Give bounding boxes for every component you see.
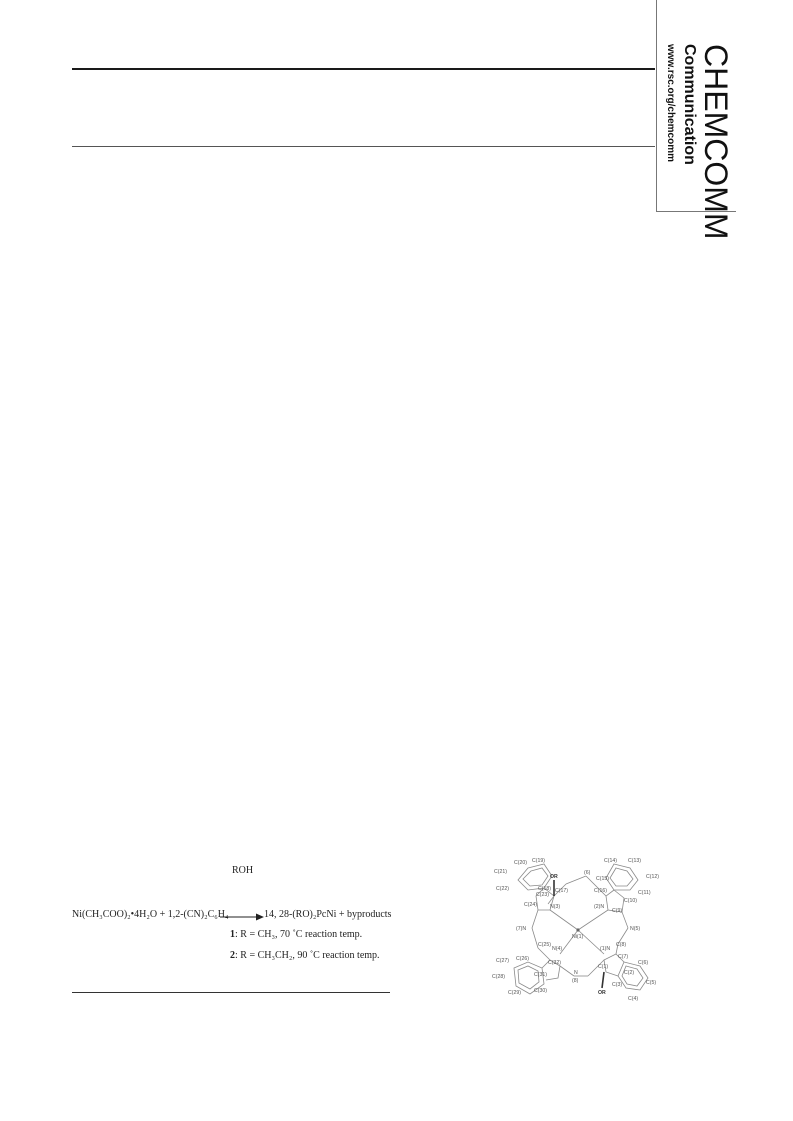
atom-label: C(14) [604, 858, 617, 864]
reaction-scheme [72, 860, 392, 994]
header-rule-bottom [72, 146, 655, 147]
compound-2-label: 2 [230, 950, 235, 961]
atom-label: C(30) [534, 988, 547, 994]
condition-1-text: : R = CH₃, 70 ˚C reaction temp. [235, 929, 363, 940]
atom-label: C(11) [638, 890, 651, 896]
article-type: Communication [681, 44, 698, 165]
atom-label: (2)N [594, 904, 605, 910]
journal-url: www.rsc.org/chemcomm [665, 44, 676, 162]
atom-label: N(5) [630, 926, 641, 932]
scheme-reactants: Ni(CH₃COO)₂•4H₂O + 1,2-(CN)₂C₆H₄ [72, 909, 229, 920]
atom-label: N [574, 970, 578, 976]
atom-label: C(25) [538, 942, 551, 948]
atom-label: C(15) [596, 876, 609, 882]
atom-label: C(16) [594, 888, 607, 894]
atom-label: C(26) [516, 956, 529, 962]
atom-label: C(12) [646, 874, 659, 880]
atom-label: C(27) [496, 958, 509, 964]
atom-label: C(19) [532, 858, 545, 864]
scheme-condition-2 [230, 950, 380, 961]
atom-label: C(5) [646, 980, 657, 986]
atom-label: C(28) [492, 974, 505, 980]
compound-1-label: 1 [230, 929, 235, 940]
atom-label: OR [598, 990, 606, 996]
crystal-structure-figure [488, 850, 698, 1015]
atom-label: C(7) [618, 954, 629, 960]
scheme-rule [72, 992, 390, 993]
scheme-condition-1 [230, 929, 362, 940]
atom-label: C(18) [538, 886, 551, 892]
atom-label: C(10) [624, 898, 637, 904]
atom-label: C(22) [496, 886, 509, 892]
atom-label: OR [550, 874, 558, 880]
header-rule-top [72, 68, 655, 70]
atom-label: C(8) [616, 942, 627, 948]
ni-atom [576, 928, 579, 931]
journal-name: CHEMCOMM [698, 44, 734, 240]
atom-label: C(17) [555, 888, 568, 894]
atom-label: N(4) [552, 946, 563, 952]
condition-2-text: : R = CH₃CH₂, 90 ˚C reaction temp. [235, 950, 380, 961]
atom-label: C(1) [598, 964, 609, 970]
atom-label: C(23) [536, 892, 549, 898]
atom-label: N(3) [550, 904, 561, 910]
scheme-reagent: ROH [232, 865, 254, 876]
atom-label: C(4) [628, 996, 639, 1002]
atom-label: (1)N [600, 946, 611, 952]
atom-label: (6) [584, 870, 591, 876]
atom-label: C(32) [548, 960, 561, 966]
atom-label: C(20) [514, 860, 527, 866]
atom-label: C(31) [534, 972, 547, 978]
atom-label: C(3) [612, 982, 623, 988]
reaction-arrow [220, 912, 264, 922]
atom-label: C(24) [524, 902, 537, 908]
atom-label: C(13) [628, 858, 641, 864]
atom-label: Ni(1) [572, 934, 584, 940]
atom-labels [492, 858, 659, 1002]
atom-label: C(6) [638, 960, 649, 966]
scheme-products: 14, 28-(RO)₂PcNi + byproducts [264, 909, 392, 920]
atom-label: C(9) [612, 908, 623, 914]
atom-label: C(21) [494, 869, 507, 875]
atom-label: C(2) [624, 970, 635, 976]
atom-label: (7)N [516, 926, 527, 932]
atom-label: (8) [572, 978, 579, 984]
atom-label: C(29) [508, 990, 521, 996]
